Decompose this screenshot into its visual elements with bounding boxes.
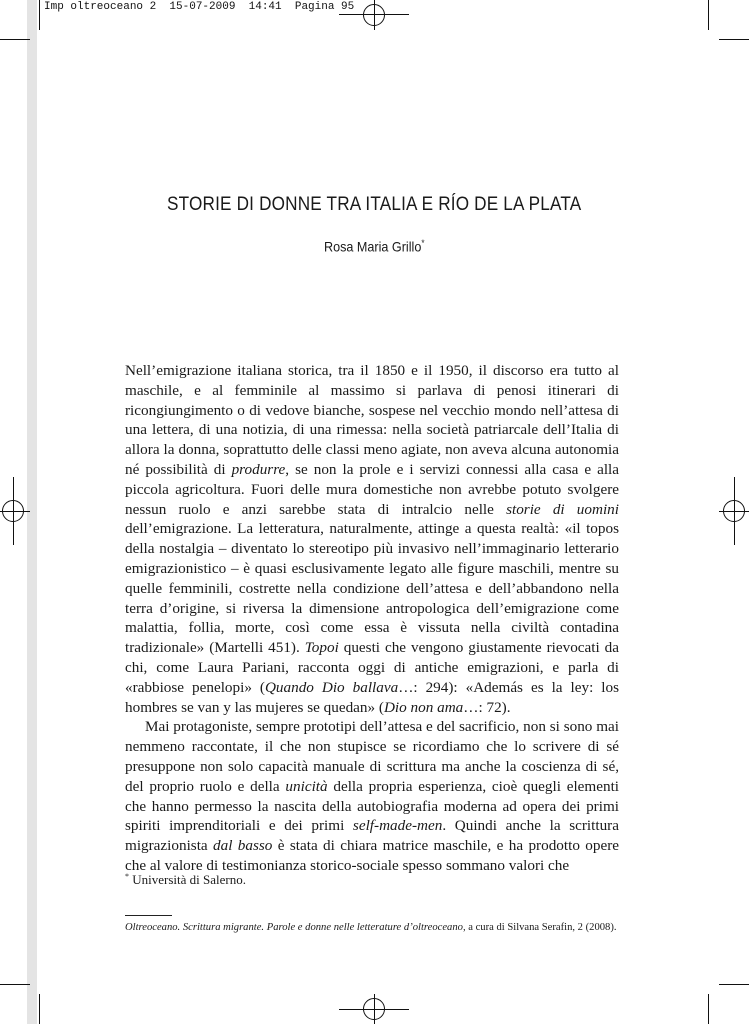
text-run: questi che vengono giustamente rievocati da chi, come Laura Pariani, racconta oggi di antiche emigrazioni, e parla di «rabbiose penelopi» ( bbox=[125, 639, 619, 696]
citation-journal: Oltreoceano. Scrittura migrante. Parole e donne nelle letterature d’oltreoceano, bbox=[125, 922, 466, 933]
footnote-mark: * bbox=[125, 872, 129, 881]
text-run: dell’emigrazione. La letteratura, naturalmente, attinge a questa realtà: «il topos della nostalgia – diventato lo stereotipo più invasivo nell’immaginario letterario emigrazionistico – è quasi esclusivamente legato alle figure maschili, mentre su quelle femminili, costrette nella condizione dell’attesa e dell’abbandono nella terra d’origine, si riversa la dimensione antropologica dell’emigrazione come malattia, follia, morte, così come essa è vissuta nella civiltà contadina tradizionale» (Martelli 451). bbox=[125, 520, 619, 657]
footnote-text: Università di Salerno. bbox=[129, 872, 246, 887]
crop-mark-top-left-h bbox=[0, 39, 30, 40]
italic-run: Topoi bbox=[304, 639, 339, 657]
article-author bbox=[37, 238, 711, 255]
crop-mark-bottom-left-v bbox=[39, 994, 40, 1024]
article-body bbox=[125, 361, 619, 876]
article-title: STORIE DI DONNE TRA ITALIA E RÍO DE LA PLATA bbox=[167, 193, 582, 215]
author-name: Rosa Maria Grillo bbox=[324, 238, 422, 255]
crop-mark-top-left-v bbox=[39, 0, 40, 30]
text-run: Mai protagoniste, sempre prototipi dell’attesa e del sacrificio, non si sono mai nemmeno raccontate, il che non stupisce se ricordiamo che lo scrivere di sé presuppone non solo capacità manuale di scrittura ma anche la coscienza di sé, del proprio ruolo e della bbox=[125, 718, 619, 795]
print-slug: Imp oltreoceano 2 15-07-2009 14:41 Pagina 95 bbox=[44, 1, 355, 13]
text-run: . Quindi anche la scrittura migrazionista bbox=[125, 817, 619, 855]
italic-run: storie di uomini bbox=[506, 500, 619, 518]
italic-run: unicità bbox=[285, 777, 328, 795]
text-run: Nell’emigrazione italiana storica, tra il 1850 e il 1950, il discorso era tutto al maschile, e al femminile al massimo si parlava di penosi itinerari di ricongiungimento o di vedove bianche, sospese nel vecchio mondo nell’attesa di una lettera, di una notizia, di una rimessa: nella società patriarcale dell’Italia di allora la donna, soprattutto delle classi meno agiate, non aveva alcuna autonomia né possibilità di bbox=[125, 362, 619, 478]
text-run: …: 72). bbox=[463, 698, 511, 716]
paragraph-2 bbox=[125, 717, 619, 875]
italic-run: produrre bbox=[231, 460, 286, 478]
text-run: è stata di chiara matrice maschile, e ha prodotto opere che al valore di testimonianza storico-sociale spesso sommano valori che bbox=[125, 837, 620, 874]
italic-run: Quando Dio ballava bbox=[264, 678, 399, 696]
text-run: , se non la prole e i servizi connessi alla casa e alla piccola agricoltura. Fuori delle mura domestiche non avrebbe potuto svolgere nessun ruolo e anzi sarebbe stata di intralcio nelle bbox=[125, 460, 620, 518]
citation-details: a cura di Silvana Serafin, 2 (2008). bbox=[465, 922, 617, 933]
paragraph-1 bbox=[125, 361, 619, 717]
crop-mark-top-right-h bbox=[719, 39, 749, 40]
italic-run: Dio non ama bbox=[383, 698, 464, 716]
scan-gutter bbox=[27, 0, 37, 1024]
text-run: della propria esperienza, cioè quegli elementi che hanno permesso la nascita della autobiografia moderna ad opera dei primi spiriti imprenditoriali e dei primi bbox=[125, 777, 620, 835]
text-run: …: 294): «Además es la ley: los hombres se van y las mujeres se quedan» ( bbox=[125, 678, 619, 716]
crop-mark-bottom-right-h bbox=[719, 984, 749, 985]
crop-mark-bottom-right-v bbox=[708, 994, 709, 1024]
journal-citation bbox=[125, 922, 617, 933]
footnote bbox=[125, 872, 246, 888]
italic-run: self-made-men bbox=[352, 817, 443, 835]
crop-mark-top-right-v bbox=[708, 0, 709, 30]
footer-rule bbox=[125, 915, 172, 916]
author-footnote-mark: * bbox=[421, 238, 425, 248]
crop-mark-bottom-left-h bbox=[0, 984, 30, 985]
italic-run: dal basso bbox=[213, 837, 273, 855]
